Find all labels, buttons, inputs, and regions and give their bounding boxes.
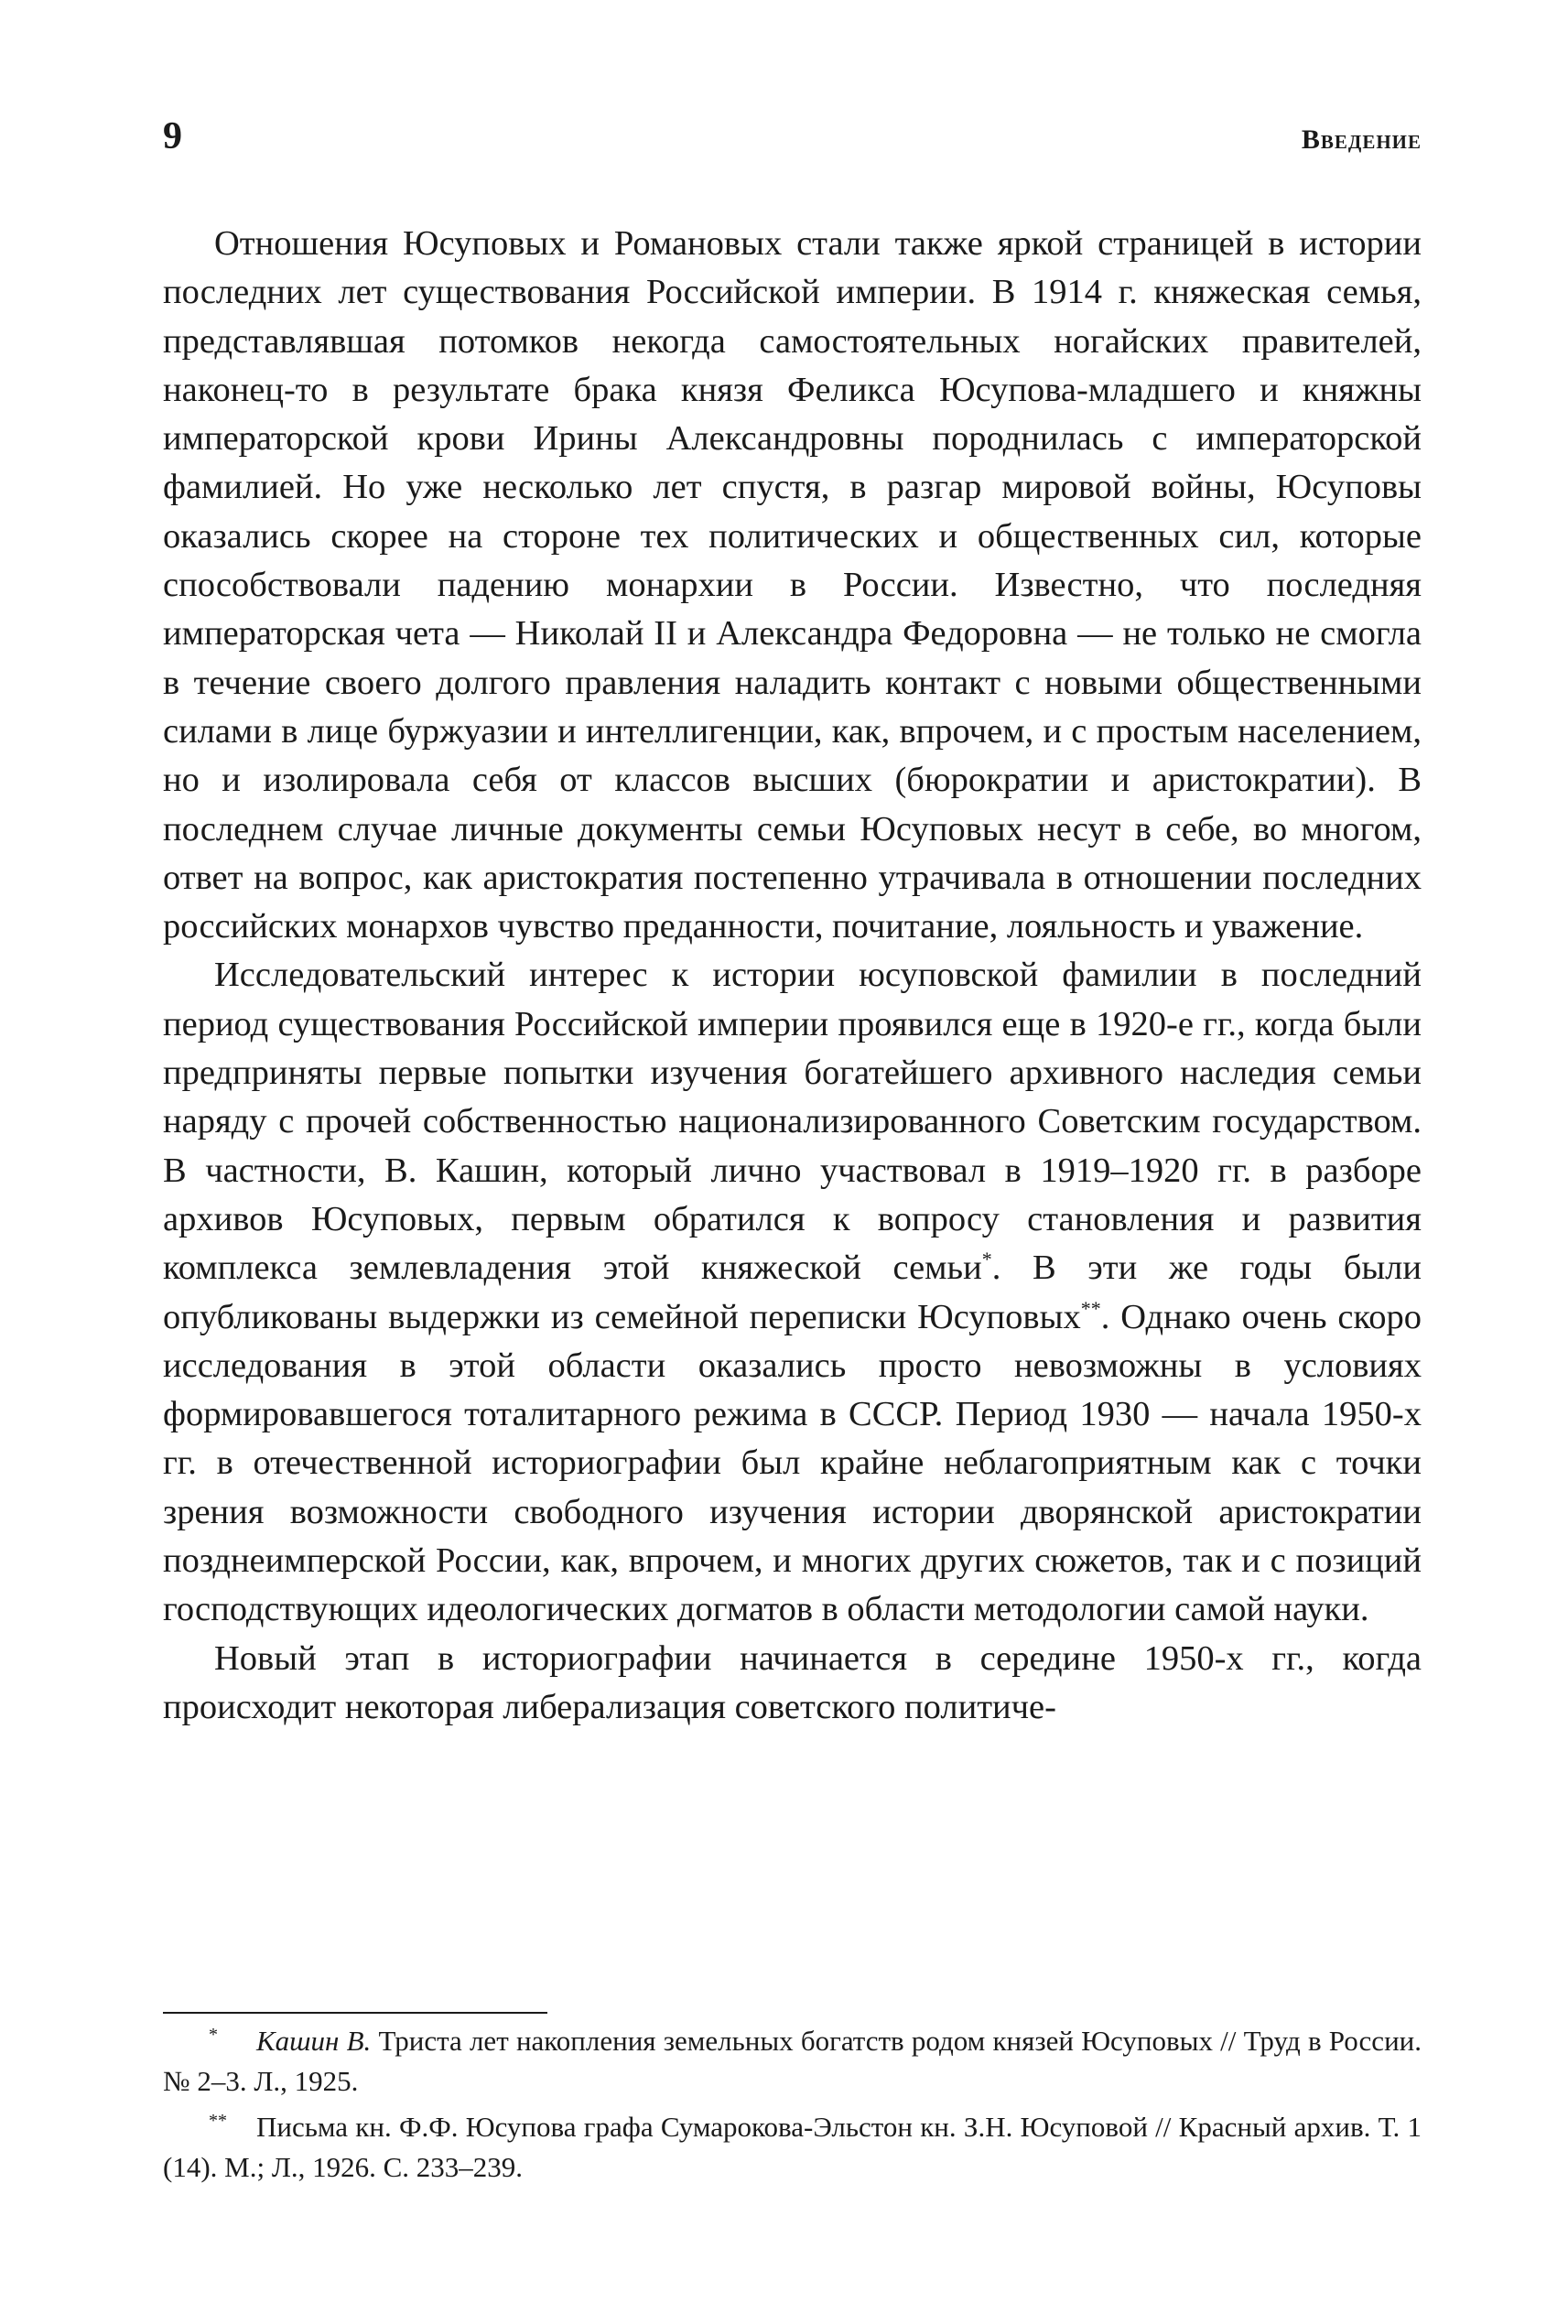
footnote-divider — [163, 2012, 547, 2014]
paragraph-2-part-1: Исследовательский интерес к истории юсуповской фамилии в последний период существования Российской империи проявился еще в 1920-е гг., когда были предприняты первые попытки изучения богатейшего архивного наследия семьи наряду с прочей собственностью национализированного Советским государством. В частности, В. Кашин, который лично участвовал в 1919–1920 гг. в разборе архивов Юсуповых, первым обратился к вопросу становления и развития комплекса землевладения этой княжеской семьи — [163, 956, 1422, 1288]
footnote-2: ** Письма кн. Ф.Ф. Юсупова графа Сумарокова-Эльстон кн. З.Н. Юсуповой // Красный архив. Т. 1 (14). М.; Л., 1926. С. 233–239. — [163, 2110, 1422, 2183]
footnote-1: * Кашин В. Триста лет накопления земельных богатств родом князей Юсуповых // Труд в России. № 2–3. Л., 1925. — [163, 2024, 1422, 2097]
footnote-ref-2: ** — [1080, 1296, 1101, 1320]
footnote-author: Кашин В. — [256, 2025, 372, 2057]
running-head: Введение — [1301, 124, 1422, 155]
body-text — [163, 220, 1422, 1732]
paragraph-1: Отношения Юсуповых и Романовых стали также яркой страницей в истории последних лет существования Российской империи. В 1914 г. княжеская семья, представлявшая потомков некогда самостоятельных ногайских правителей, наконец-то в результате брака князя Феликса Юсупова-младшего и княжны императорской крови Ирины Александровны породнилась с императорской фамилией. Но уже несколько лет спустя, в разгар мировой войны, Юсуповы оказались скорее на стороне тех политических и общественных сил, которые способствовали падению монархии в России. Известно, что последняя императорская чета — Николай II и Александра Федоровна — не только не смогла в течение своего долгого правления наладить контакт с новыми общественными силами в лице буржуазии и интеллигенции, как, впрочем, и с простым населением, но и изолировала себя от классов высших (бюрократии и аристократии). В последнем случае личные документы семьи Юсуповых несут в себе, во многом, ответ на вопрос, как аристократия постепенно утрачивала в отношении последних российских монархов чувство преданности, почитание, лояльность и уважение. — [163, 224, 1422, 946]
page-number: 9 — [163, 115, 182, 157]
paragraph-3: Новый этап в историографии начинается в середине 1950-х гг., когда происходит некоторая либерализация советского политиче- — [163, 1638, 1422, 1726]
paragraph-2-part-3: . Однако очень скоро исследования в этой области оказались просто невозможны в условиях формировавшегося тоталитарного режима в СССР. Период 1930 — начала 1950-х гг. в отечественной историографии был крайне неблагоприятным как с точки зрения возможности свободного изучения истории дворянской аристократии позднеимперской России, как, впрочем, и многих других сюжетов, так и с позиций господствующих идеологических догматов в области методологии самой науки. — [163, 1297, 1422, 1629]
paragraph-2 — [163, 951, 1422, 1634]
footnote-text: Триста лет накопления земельных богатств родом князей Юсуповых // Труд в России. № 2–3. Л., 1925. — [163, 2025, 1422, 2097]
paragraph-2-part-2: . В эти же годы были опубликованы выдержки из семейной переписки Юсуповых — [163, 1248, 1422, 1336]
footnote-text: Письма кн. Ф.Ф. Юсупова графа Сумарокова-Эльстон кн. З.Н. Юсуповой // Красный архив. Т. 1 (14). М.; Л., 1926. С. 233–239. — [163, 2111, 1422, 2183]
footnotes — [163, 2021, 1422, 2193]
footnote-ref-1: * — [981, 1248, 992, 1271]
